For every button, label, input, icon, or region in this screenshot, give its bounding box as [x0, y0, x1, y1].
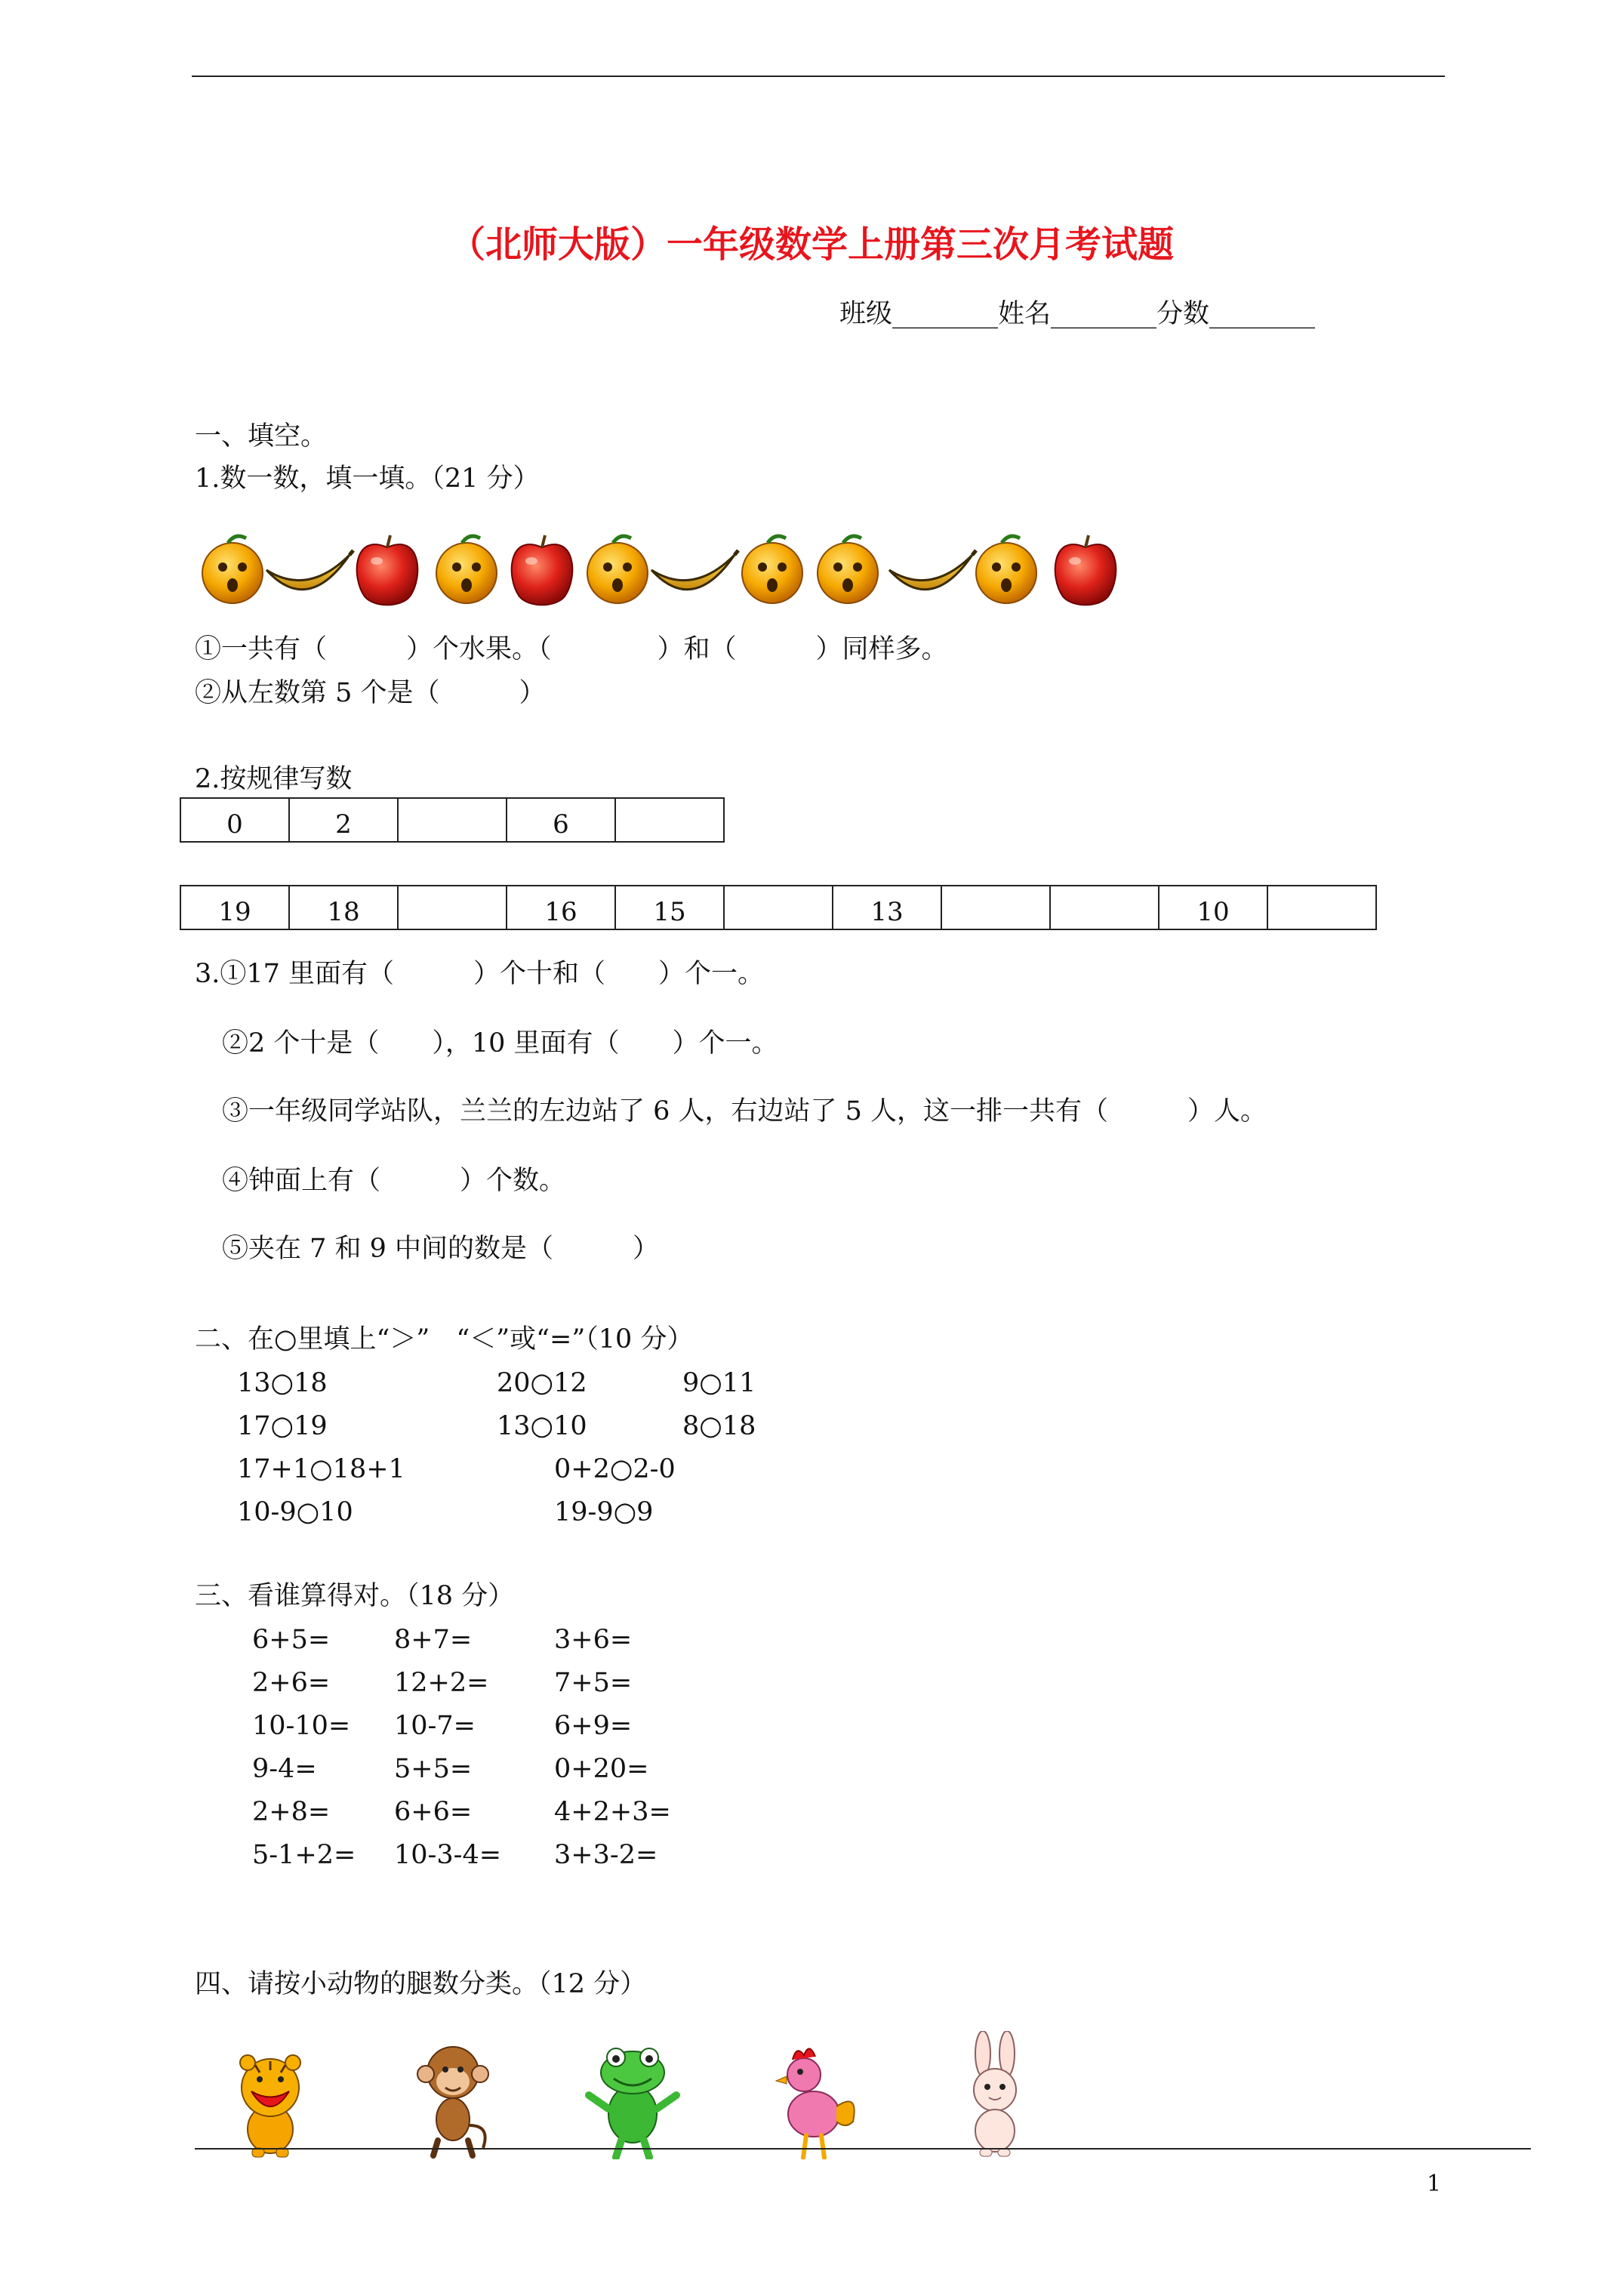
compare-item: 9○11 — [682, 1368, 756, 1398]
compare-item: 0+2○2-0 — [554, 1454, 676, 1484]
compare-item: 13○18 — [237, 1368, 328, 1398]
top-rule — [192, 76, 1445, 77]
calc-item: 8+7= — [394, 1625, 473, 1655]
q1-line2: ②从左数第 5 个是（ ） — [195, 678, 546, 708]
banana-icon — [889, 550, 976, 590]
compare-item: 20○12 — [497, 1368, 587, 1398]
orange-icon — [587, 536, 648, 603]
q3-c: ③一年级同学站队，兰兰的左边站了 6 人，右边站了 5 人，这一排一共有（ ）人。 — [222, 1096, 1267, 1126]
orange-icon — [436, 536, 497, 603]
orange-icon — [818, 536, 878, 603]
apple-icon — [357, 535, 418, 605]
calc-item: 10-7= — [394, 1711, 476, 1741]
calc-item: 2+8= — [252, 1797, 331, 1827]
calc-item: 6+9= — [554, 1711, 633, 1741]
banana-icon — [266, 550, 353, 590]
q3-a: 3.①17 里面有（ ）个十和（ ）个一。 — [195, 959, 765, 989]
compare-item: 19-9○9 — [554, 1497, 654, 1527]
grid2-cell[interactable] — [398, 886, 507, 929]
calc-item: 9-4= — [252, 1754, 317, 1784]
grid2-cell[interactable] — [1050, 886, 1159, 929]
compare-item: 17+1○18+1 — [237, 1454, 405, 1484]
compare-item: 8○18 — [682, 1411, 756, 1441]
q1-line1: ①一共有（ ）个水果。（ ）和（ ）同样多。 — [195, 634, 948, 664]
pattern-grid-1 — [180, 797, 725, 843]
apple-icon — [1055, 535, 1116, 605]
grid1-cell: 6 — [507, 798, 615, 842]
fruit-row — [195, 525, 1146, 608]
grid1-cell[interactable] — [615, 798, 724, 842]
calc-item: 3+6= — [554, 1625, 633, 1655]
q2-label: 2.按规律写数 — [195, 764, 353, 794]
grid1-cell: 2 — [289, 798, 398, 842]
grid2-cell: 19 — [180, 886, 289, 929]
header-fields: 班级________姓名________分数________ — [839, 299, 1316, 329]
orange-icon — [976, 536, 1036, 603]
q3-b: ②2 个十是（ ），10 里面有（ ）个一。 — [222, 1028, 778, 1059]
q3-e: ⑤夹在 7 和 9 中间的数是（ ） — [222, 1234, 660, 1264]
q1-label: 1.数一数，填一填。（21 分） — [195, 464, 540, 494]
grid2-cell: 15 — [615, 886, 724, 929]
grid2-cell[interactable] — [1267, 886, 1376, 929]
compare-item: 10-9○10 — [237, 1497, 353, 1527]
page-title: （北师大版）一年级数学上册第三次月考试题 — [448, 223, 1174, 266]
section2-heading: 二、在○里填上“＞” “＜”或“=”（10 分） — [195, 1324, 694, 1354]
banana-icon — [651, 550, 738, 590]
orange-icon — [742, 536, 802, 603]
grid2-cell: 18 — [289, 886, 398, 929]
calc-item: 5-1+2= — [252, 1840, 356, 1870]
section4-heading: 四、请按小动物的腿数分类。（12 分） — [195, 1969, 647, 1999]
compare-item: 13○10 — [497, 1411, 587, 1441]
rooster-icon — [776, 2048, 855, 2158]
grid2-cell: 13 — [833, 886, 941, 929]
calc-item: 10-3-4= — [394, 1840, 502, 1870]
calc-item: 2+6= — [252, 1668, 331, 1698]
grid2-cell[interactable] — [724, 886, 833, 929]
bottom-rule — [195, 2148, 1531, 2150]
calc-item: 0+20= — [554, 1754, 649, 1784]
calc-item: 4+2+3= — [554, 1797, 671, 1827]
compare-item: 17○19 — [237, 1411, 328, 1441]
grid2-cell: 10 — [1159, 886, 1267, 929]
calc-item: 7+5= — [554, 1668, 633, 1698]
calc-item: 6+6= — [394, 1797, 473, 1827]
section3-heading: 三、看谁算得对。（18 分） — [195, 1581, 515, 1611]
calc-item: 10-10= — [252, 1711, 351, 1741]
grid1-cell: 0 — [180, 798, 289, 842]
tiger-icon — [240, 2055, 300, 2157]
monkey-icon — [417, 2047, 488, 2156]
section1-heading: 一、填空。 — [195, 421, 328, 451]
rabbit-icon — [974, 2031, 1016, 2156]
orange-icon — [202, 536, 263, 603]
apple-icon — [512, 535, 573, 605]
pattern-grid-2 — [180, 885, 1377, 930]
grid2-cell[interactable] — [941, 886, 1050, 929]
calc-item: 5+5= — [394, 1754, 473, 1784]
grid2-cell: 16 — [507, 886, 615, 929]
grid1-cell[interactable] — [398, 798, 507, 842]
calc-item: 12+2= — [394, 1668, 489, 1698]
calc-item: 6+5= — [252, 1625, 331, 1655]
animal-row — [195, 2031, 1101, 2159]
calc-item: 3+3-2= — [554, 1840, 658, 1870]
page-number: 1 — [1427, 2171, 1442, 2197]
frog-icon — [589, 2048, 676, 2157]
q3-d: ④钟面上有（ ）个数。 — [222, 1166, 566, 1196]
